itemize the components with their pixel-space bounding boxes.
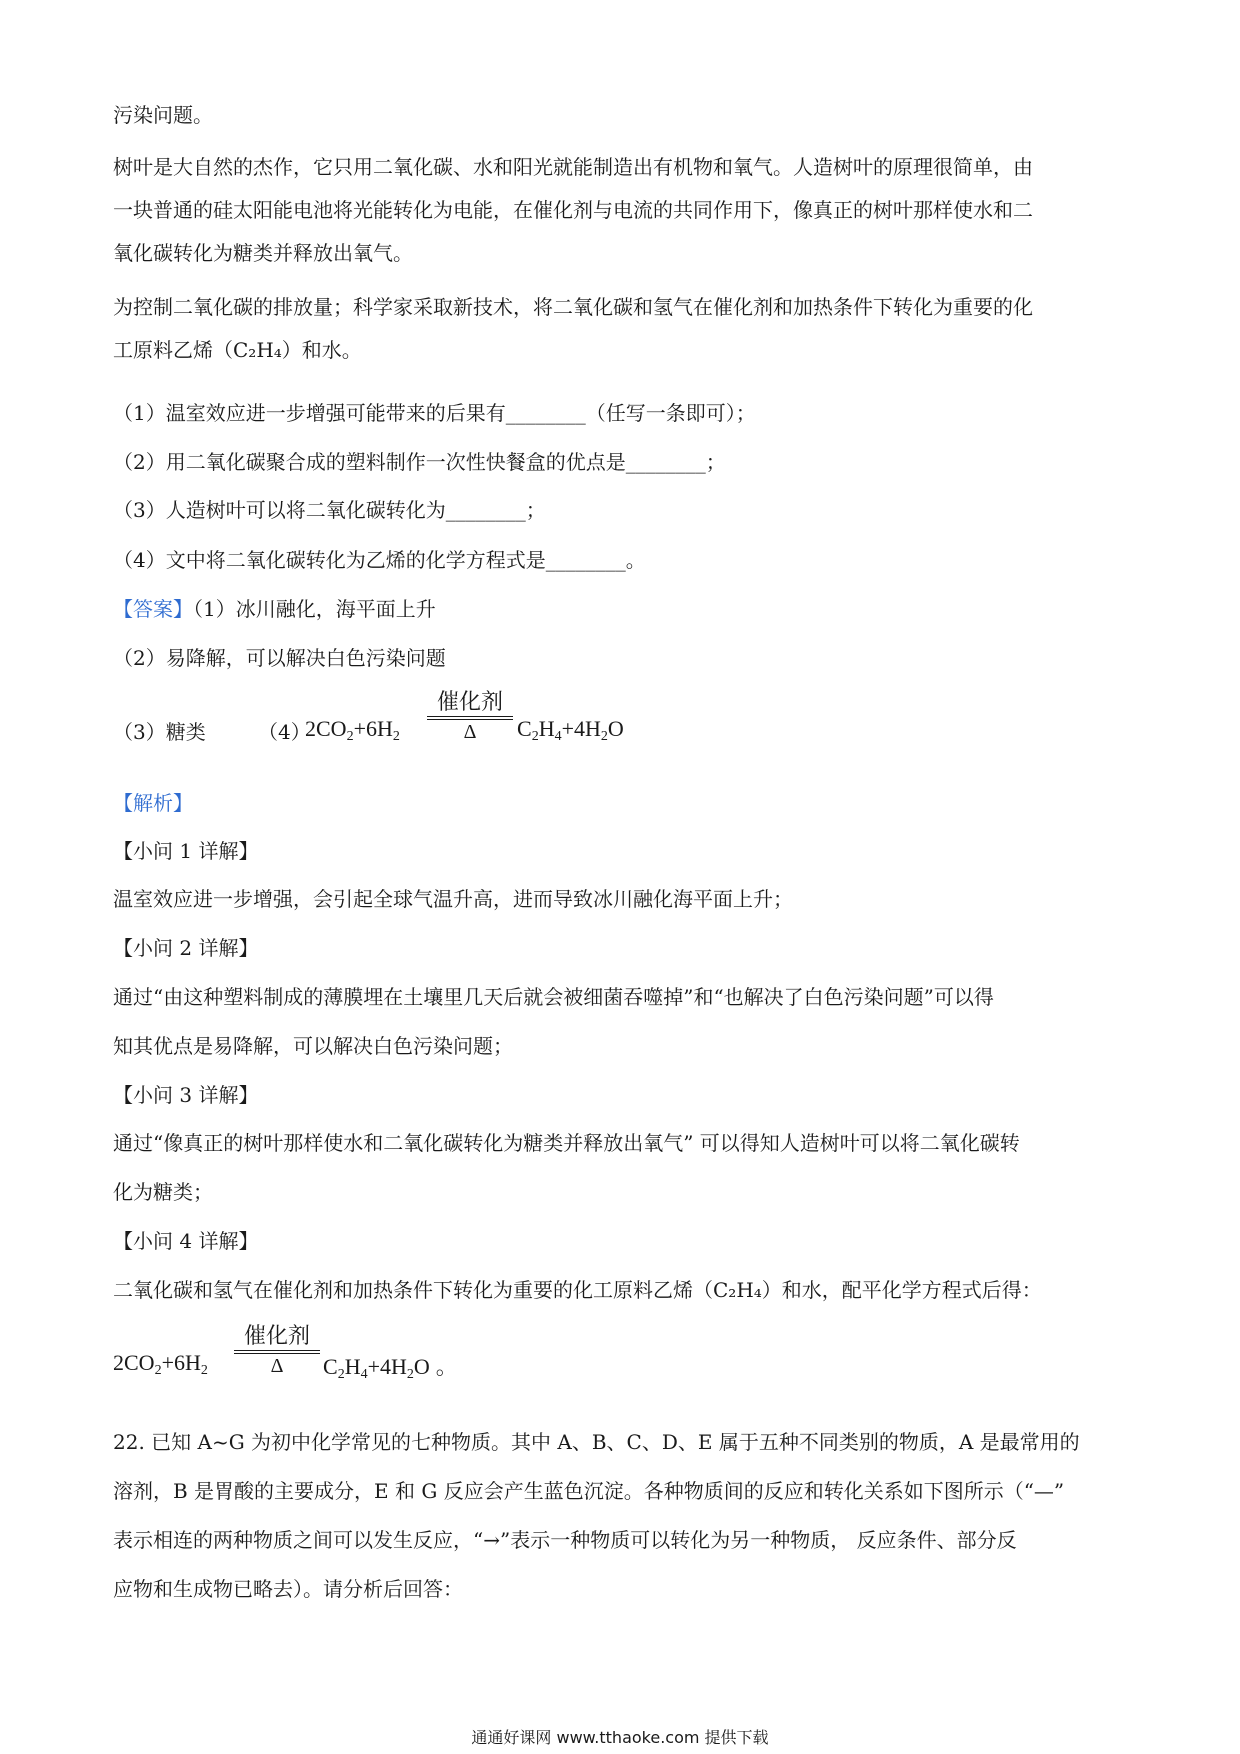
heat-symbol: Δ xyxy=(270,1355,284,1377)
question-22-line: 溶剂，B 是胃酸的主要成分，E 和 G 反应会产生蓝色沉淀。各种物质间的反应和转化关系如下图所示（“—” xyxy=(113,1479,1065,1503)
equation-bar xyxy=(234,1350,320,1351)
subquestion-heading: 【小问 3 详解】 xyxy=(113,1083,259,1107)
answer-line-1 xyxy=(113,594,436,624)
question-3: （3）人造树叶可以将二氧化碳转化为________； xyxy=(113,498,546,522)
chemical-equation xyxy=(113,1323,493,1420)
paragraph-line: 工原料乙烯（C₂H₄）和水。 xyxy=(113,338,362,362)
answer-2: （2）易降解，可以解决白色污染问题 xyxy=(113,646,446,670)
subquestion-heading: 【小问 2 详解】 xyxy=(113,936,259,960)
paragraph-line: 一块普通的硅太阳能电池将光能转化为电能，在催化剂与电流的共同作用下，像真正的树叶那样使水和二 xyxy=(113,198,1033,222)
analysis-text: 化为糖类； xyxy=(113,1180,213,1204)
catalyst-label: 催化剂 xyxy=(243,1323,310,1348)
reaction-condition xyxy=(427,690,513,744)
question-4: （4）文中将二氧化碳转化为乙烯的化学方程式是________。 xyxy=(113,548,646,572)
equation-reactants: $2CO_2+6H_2$ xyxy=(305,716,400,744)
paragraph-line: 氧化碳转化为糖类并释放出氧气。 xyxy=(113,241,413,265)
paragraph-line: 污染问题。 xyxy=(113,103,213,127)
equation-products: $C_2H_4+4H_2O$ xyxy=(517,716,624,744)
answer-1: （1）冰川融化，海平面上升 xyxy=(193,597,436,621)
answer-tag: 【答案】 xyxy=(113,597,193,621)
page-footer: 通通好课网 www.tthaoke.com 提供下载 xyxy=(471,1728,769,1747)
paragraph-line: 为控制二氧化碳的排放量；科学家采取新技术，将二氧化碳和氢气在催化剂和加热条件下转化为重要的化 xyxy=(113,295,1033,319)
question-22-line: 22. 已知 A~G 为初中化学常见的七种物质。其中 A、B、C、D、E 属于五种不同类别的物质，A 是最常用的 xyxy=(113,1430,1080,1454)
question-22-line: 应物和生成物已略去）。请分析后回答： xyxy=(113,1577,463,1601)
equation-bar xyxy=(427,716,513,717)
question-22-line: 表示相连的两种物质之间可以发生反应，“→”表示一种物质可以转化为另一种物质， 反应条件、部分反 xyxy=(113,1528,1017,1552)
analysis-text: 二氧化碳和氢气在催化剂和加热条件下转化为重要的化工原料乙烯（C₂H₄）和水，配平化学方程式后得： xyxy=(113,1278,1042,1302)
question-1: （1）温室效应进一步增强可能带来的后果有________（任写一条即可）； xyxy=(113,401,756,425)
analysis-text: 知其优点是易降解，可以解决白色污染问题； xyxy=(113,1034,513,1058)
analysis-text: 通过“由这种塑料制成的薄膜埋在土壤里几天后就会被细菌吞噬掉”和“也解决了白色污染问题”可以得 xyxy=(113,985,994,1009)
equation-products: $C_2H_4+4H_2O$ 。 xyxy=(323,1354,458,1382)
answer-3: （3）糖类 xyxy=(113,720,206,744)
subquestion-heading: 【小问 4 详解】 xyxy=(113,1229,259,1253)
subquestion-heading: 【小问 1 详解】 xyxy=(113,839,259,863)
equation-reactants: $2CO_2+6H_2$ xyxy=(113,1350,208,1378)
analysis-text: 通过“像真正的树叶那样使水和二氧化碳转化为糖类并释放出氧气” 可以得知人造树叶可以将二氧化碳转 xyxy=(113,1131,1020,1155)
chemical-equation xyxy=(305,689,655,786)
answer-4-label: （4） xyxy=(258,720,311,744)
analysis-text: 温室效应进一步增强，会引起全球气温升高，进而导致冰川融化海平面上升； xyxy=(113,887,793,911)
paragraph-line: 树叶是大自然的杰作，它只用二氧化碳、水和阳光就能制造出有机物和氧气。人造树叶的原理很简单，由 xyxy=(113,155,1033,179)
reaction-condition xyxy=(234,1324,320,1378)
question-2: （2）用二氧化碳聚合成的塑料制作一次性快餐盒的优点是________； xyxy=(113,450,726,474)
catalyst-label: 催化剂 xyxy=(436,689,503,714)
heat-symbol: Δ xyxy=(463,721,477,743)
analysis-tag: 【解析】 xyxy=(113,791,193,815)
